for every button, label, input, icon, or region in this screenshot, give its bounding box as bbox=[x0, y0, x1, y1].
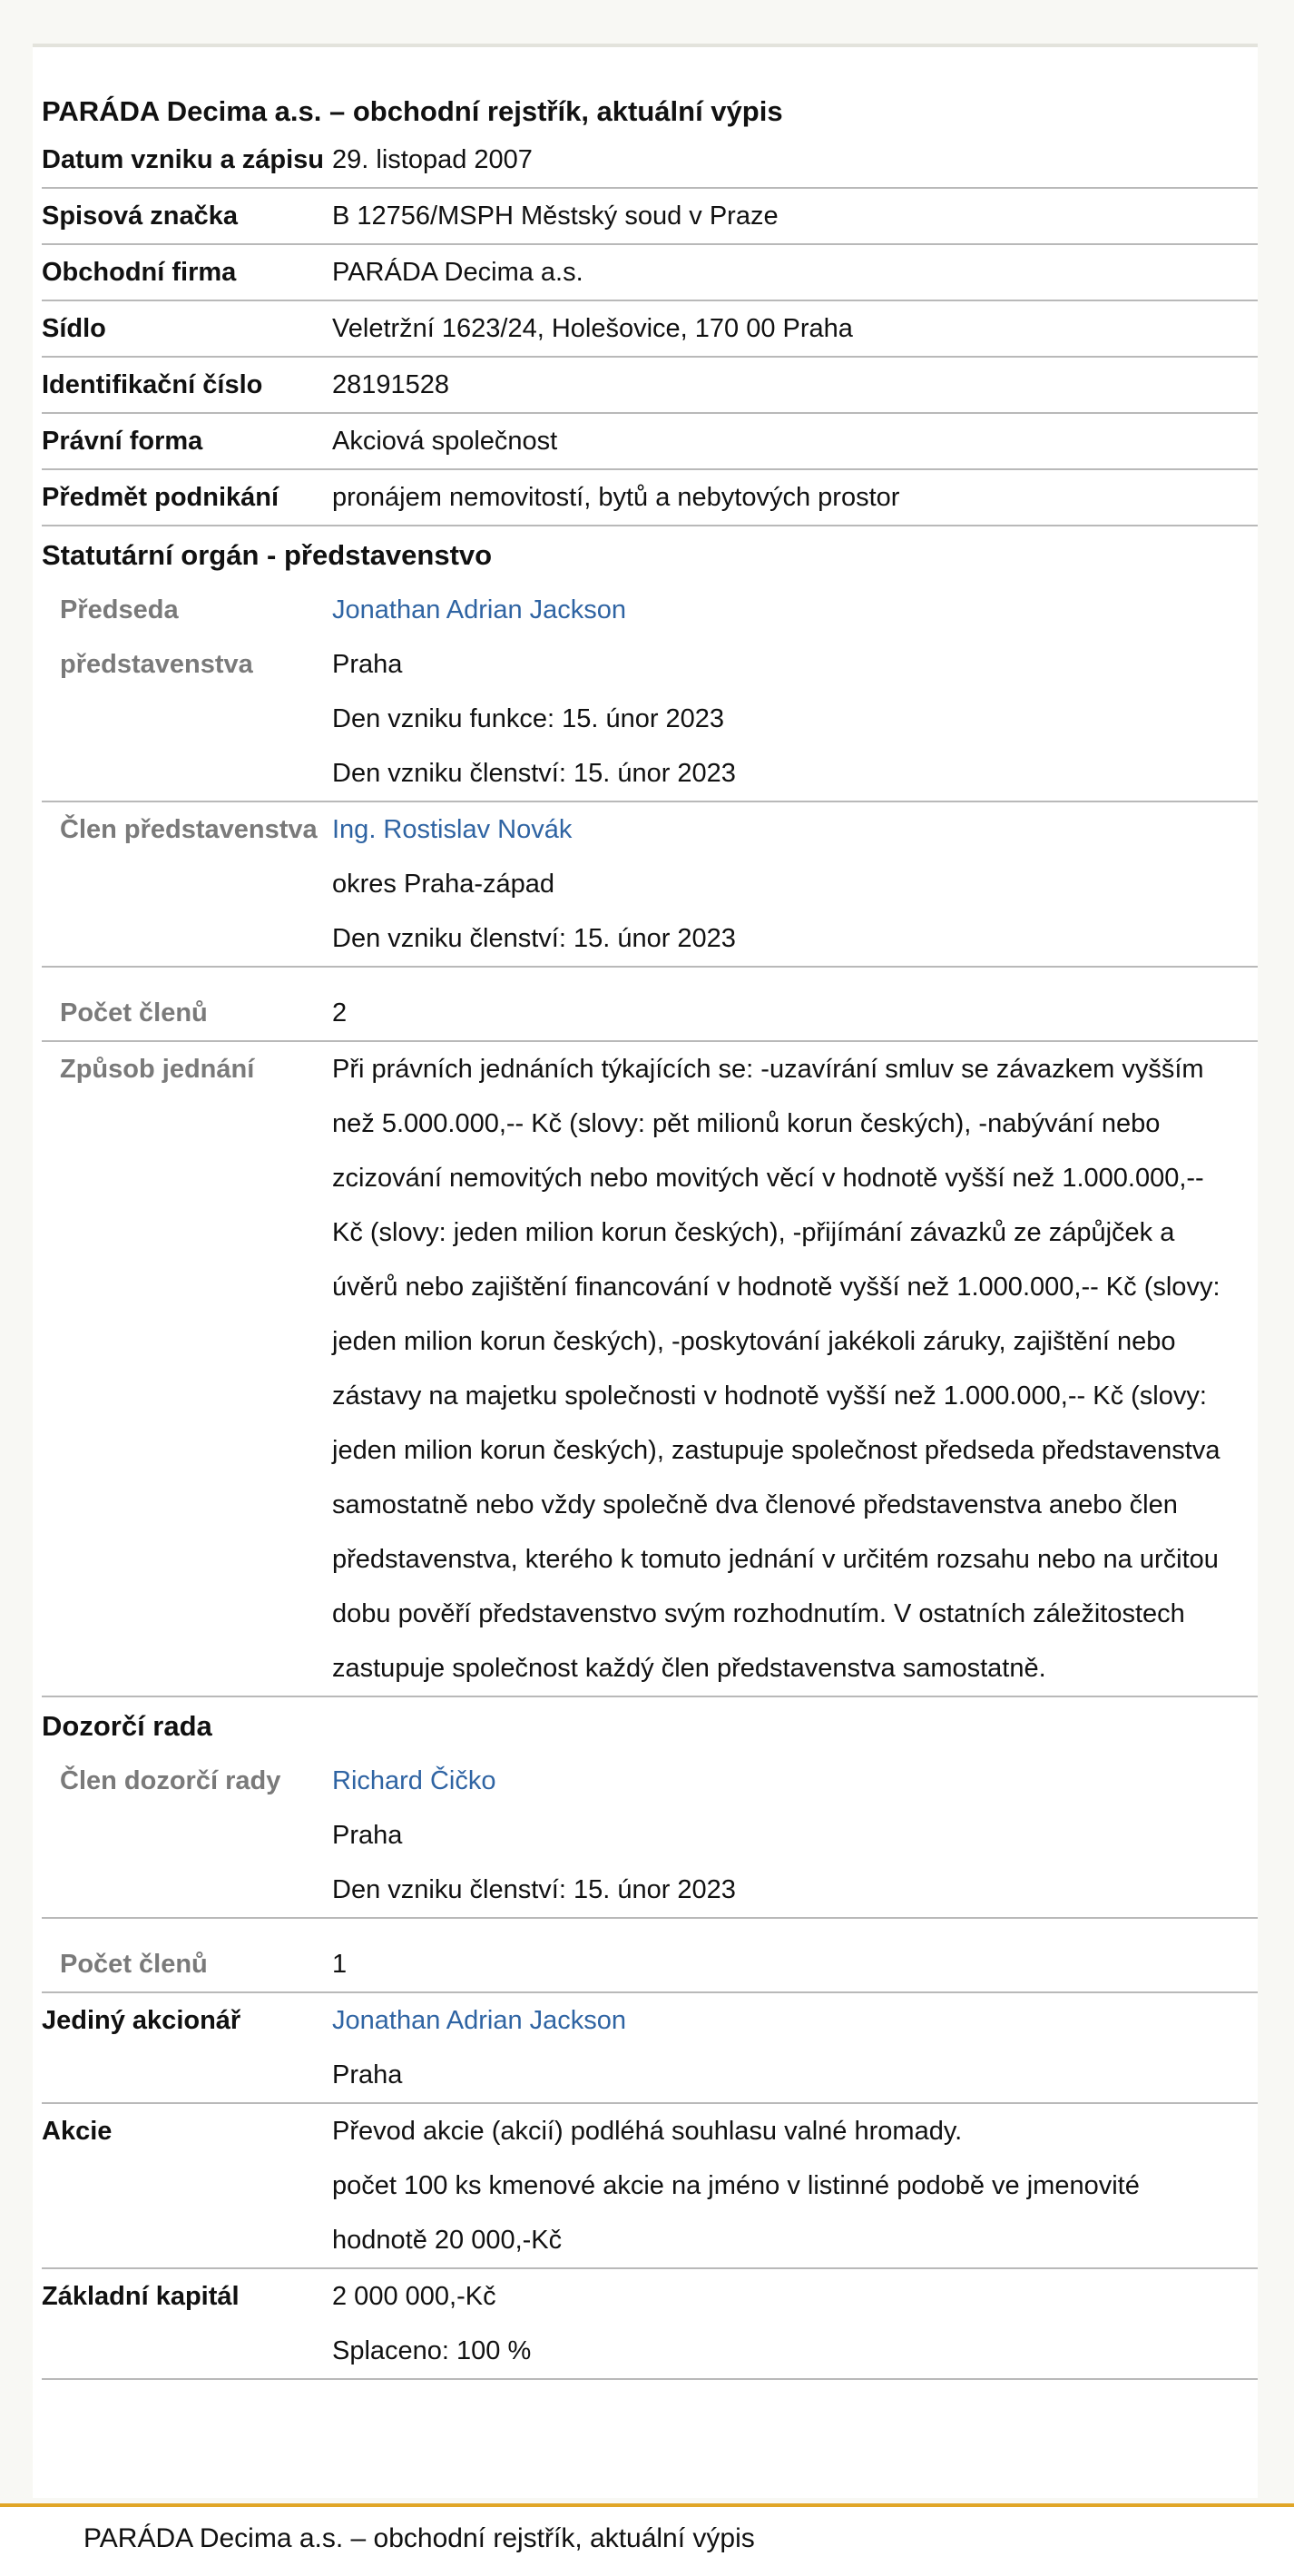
row-zpusob-jednani bbox=[42, 1042, 1258, 1697]
row-jediny-akcionar bbox=[42, 1993, 1258, 2104]
value-clen-dozorci-rady bbox=[332, 1754, 1258, 1917]
label-ico: Identifikační číslo bbox=[42, 370, 263, 399]
label-spisova-znacka: Spisová značka bbox=[42, 202, 238, 231]
row-datum-vzniku bbox=[42, 133, 1258, 189]
conduct-line: zcizování nemovitých nebo movitých věcí v hodnotě vyšší než 1.000.000,-- bbox=[332, 1164, 1204, 1193]
value-zakladni-kapital bbox=[332, 2269, 1258, 2378]
row-ico bbox=[42, 358, 1258, 414]
conduct-line: Kč (slovy: jeden milion korun českých), -přijímání závazků ze zápůjček a bbox=[332, 1218, 1175, 1247]
capital-amount: 2 000 000,-Kč bbox=[332, 2282, 496, 2311]
label-jediny-akcionar: Jediný akcionář bbox=[42, 2006, 241, 2035]
value-datum-vzniku: 29. listopad 2007 bbox=[332, 145, 533, 174]
shareholder-city: Praha bbox=[332, 2060, 403, 2089]
label-pocet-clenu: Počet členů bbox=[60, 998, 208, 1027]
label-clen-dozorci-rady: Člen dozorčí rady bbox=[60, 1766, 281, 1795]
row-zakladni-kapital bbox=[42, 2269, 1258, 2380]
label-predseda: Předseda představenstva bbox=[60, 595, 253, 679]
label-datum-vzniku: Datum vzniku a zápisu bbox=[42, 145, 325, 174]
supervisory-member-city: Praha bbox=[332, 1821, 403, 1850]
value-ico: 28191528 bbox=[332, 370, 450, 399]
label-obchodni-firma: Obchodní firma bbox=[42, 258, 237, 287]
person-link-supervisory-member[interactable]: Richard Čičko bbox=[332, 1766, 496, 1795]
conduct-line: jeden milion korun českých), zastupuje společnost předseda představenstva bbox=[332, 1436, 1220, 1465]
conduct-line: jeden milion korun českých), -poskytování jakékoli záruky, zajištění nebo bbox=[332, 1327, 1176, 1356]
board-member-city: okres Praha-západ bbox=[332, 870, 555, 899]
supervisory-member-membership-date: Den vzniku členství: 15. únor 2023 bbox=[332, 1875, 736, 1904]
label-sidlo: Sídlo bbox=[42, 314, 106, 343]
footer-bar bbox=[0, 2503, 1294, 2576]
value-predmet-podnikani: pronájem nemovitostí, bytů a nebytových prostor bbox=[332, 483, 900, 512]
value-zpusob-jednani bbox=[332, 1042, 1258, 1696]
row-akcie bbox=[42, 2104, 1258, 2269]
label-akcie: Akcie bbox=[42, 2117, 113, 2146]
person-link-shareholder[interactable]: Jonathan Adrian Jackson bbox=[332, 2006, 627, 2035]
value-pocet-clenu: 2 bbox=[332, 998, 348, 1027]
document-sheet bbox=[33, 44, 1258, 2498]
value-jediny-akcionar bbox=[332, 1993, 1258, 2102]
label-zpusob-jednani: Způsob jednání bbox=[60, 1055, 255, 1084]
row-clen-dozorci-rady bbox=[42, 1754, 1258, 1919]
person-link-board-member[interactable]: Ing. Rostislav Novák bbox=[332, 815, 573, 844]
row-pravni-forma bbox=[42, 414, 1258, 470]
conduct-line: Při právních jednáních týkajících se: -uzavírání smluv se závazkem vyšším bbox=[332, 1055, 1204, 1084]
conduct-line: dobu pověří představenstvo svým rozhodnutím. V ostatních záležitostech bbox=[332, 1599, 1185, 1628]
value-spisova-znacka: B 12756/MSPH Městský soud v Praze bbox=[332, 202, 779, 231]
row-obchodni-firma bbox=[42, 245, 1258, 301]
label-predmet-podnikani: Předmět podnikání bbox=[42, 483, 279, 512]
conduct-line: než 5.000.000,-- Kč (slovy: pět milionů korun českých), -nabývání nebo bbox=[332, 1109, 1161, 1138]
conduct-line: představenstva, kterého k tomuto jednání v určitém rozsahu nebo na určitou bbox=[332, 1545, 1219, 1574]
row-predseda bbox=[42, 583, 1258, 802]
value-akcie bbox=[332, 2104, 1258, 2267]
register-extract bbox=[42, 47, 1258, 2380]
shares-count: počet 100 ks kmenové akcie na jméno v listinné podobě ve jmenovité bbox=[332, 2171, 1140, 2200]
page-title: PARÁDA Decima a.s. – obchodní rejstřík, aktuální výpis bbox=[42, 95, 783, 127]
value-pocet-clenu-dr: 1 bbox=[332, 1950, 348, 1979]
label-pravni-forma: Právní forma bbox=[42, 427, 203, 456]
board-member-membership-date: Den vzniku členství: 15. únor 2023 bbox=[332, 924, 736, 953]
person-link-chair[interactable]: Jonathan Adrian Jackson bbox=[332, 595, 627, 624]
conduct-line: úvěrů nebo zajištění financování v hodnotě vyšší než 1.000.000,-- Kč (slovy: bbox=[332, 1273, 1220, 1302]
value-pravni-forma: Akciová společnost bbox=[332, 427, 558, 456]
chair-function-date: Den vzniku funkce: 15. únor 2023 bbox=[332, 704, 725, 733]
label-clen-predstavenstva: Člen představenstva bbox=[60, 815, 318, 844]
section-heading-supervisory: Dozorčí rada bbox=[42, 1710, 212, 1742]
label-pocet-clenu-dr: Počet členů bbox=[60, 1950, 208, 1979]
label-zakladni-kapital: Základní kapitál bbox=[42, 2282, 240, 2311]
conduct-line: zástavy na majetku společnosti v hodnotě vyšší než 1.000.000,-- Kč (slovy: bbox=[332, 1381, 1207, 1411]
chair-city: Praha bbox=[332, 650, 403, 679]
value-obchodni-firma: PARÁDA Decima a.s. bbox=[332, 258, 583, 287]
row-pocet-clenu-statutory bbox=[42, 968, 1258, 1042]
shares-transfer-note: Převod akcie (akcií) podléhá souhlasu valné hromady. bbox=[332, 2117, 963, 2146]
value-clen-predstavenstva bbox=[332, 802, 1258, 966]
row-clen-predstavenstva bbox=[42, 802, 1258, 968]
section-heading-statutory: Statutární orgán - představenstvo bbox=[42, 539, 493, 571]
value-sidlo: Veletržní 1623/24, Holešovice, 170 00 Praha bbox=[332, 314, 853, 343]
shares-nominal-value: hodnotě 20 000,-Kč bbox=[332, 2226, 563, 2255]
row-pocet-clenu-supervisory bbox=[42, 1919, 1258, 1993]
row-sidlo bbox=[42, 301, 1258, 358]
row-predmet-podnikani bbox=[42, 470, 1258, 526]
row-spisova-znacka bbox=[42, 189, 1258, 245]
chair-membership-date: Den vzniku členství: 15. únor 2023 bbox=[332, 759, 736, 788]
capital-paid: Splaceno: 100 % bbox=[332, 2336, 532, 2365]
conduct-line: samostatně nebo vždy společně dva členové představenstva anebo člen bbox=[332, 1490, 1178, 1519]
value-predseda bbox=[332, 583, 1258, 801]
footer-title: PARÁDA Decima a.s. – obchodní rejstřík, aktuální výpis bbox=[83, 2523, 755, 2553]
conduct-line: zastupuje společnost každý člen představenstva samostatně. bbox=[332, 1654, 1046, 1683]
